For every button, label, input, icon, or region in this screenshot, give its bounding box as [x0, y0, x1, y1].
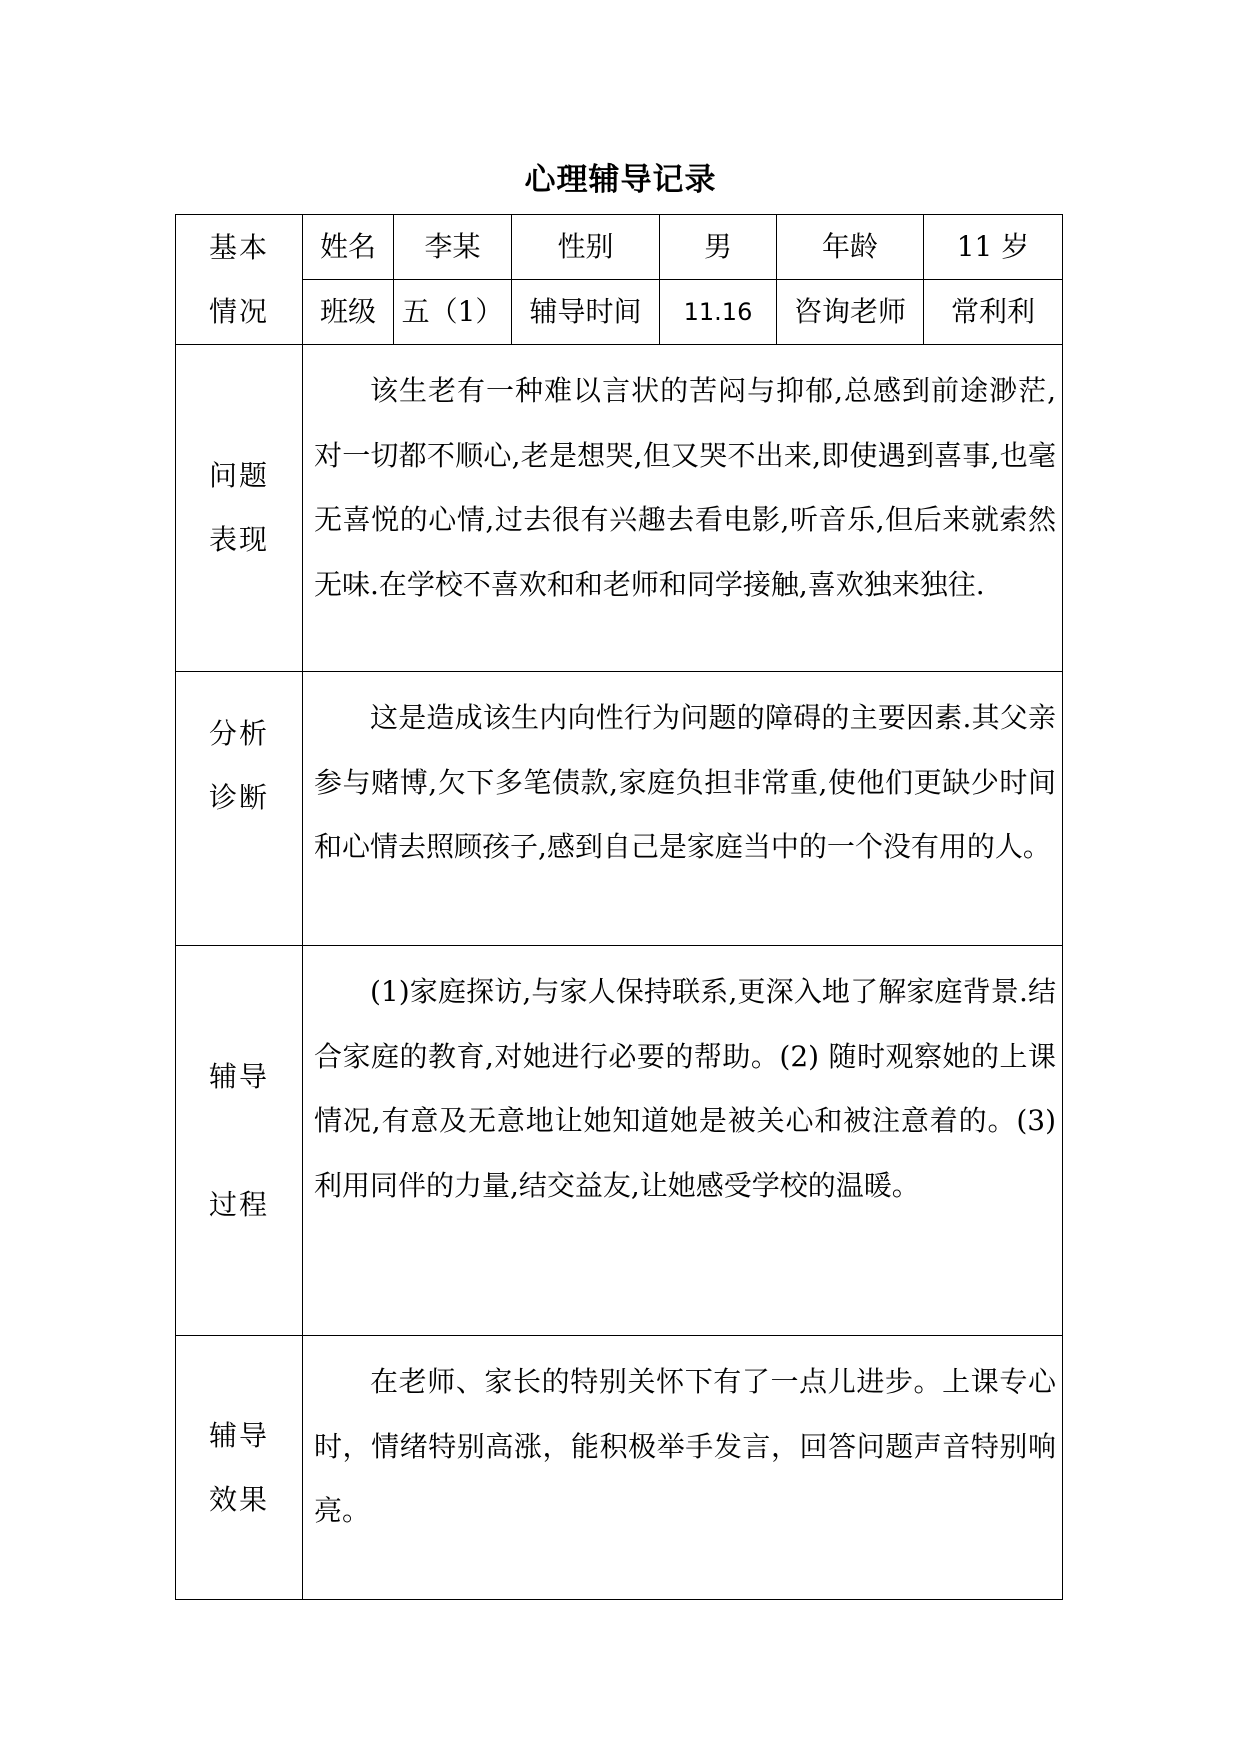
- process-label-top: 辅导: [208, 1059, 269, 1093]
- process-text: (1)家庭探访,与家人保持联系,更深入地了解家庭背景.结合家庭的教育,对她进行必要的帮助。(2) 随时观察她的上课情况,有意及无意地让她知道她是被关心和被注意着的。(3)利用同伴的力量,结交益友,让她感受学校的温暖。: [314, 975, 1056, 1202]
- effect-text: 在老师、家长的特别关怀下有了一点儿进步。上课专心时，情绪特别高涨，能积极举手发言，回答问题声音特别响亮。: [314, 1365, 1056, 1527]
- time-value: 11.16: [683, 298, 753, 326]
- problem-section-label: [176, 345, 303, 672]
- age-label-cell: [777, 215, 924, 280]
- gender-label-cell: [512, 215, 660, 280]
- age-value-cell: [924, 215, 1063, 280]
- basic-label-top: 基本: [208, 230, 269, 264]
- teacher-label: 咨询老师: [793, 295, 906, 328]
- name-label: 姓名: [319, 230, 376, 263]
- problem-label-top: 问题: [208, 459, 269, 492]
- basic-info-row-2: [176, 280, 1063, 345]
- problem-text: 该生老有一种难以言状的苦闷与抑郁,总感到前途渺茫,对一切都不顺心,老是想哭,但又哭不出来,即使遇到喜事,也毫无喜悦的心情,过去很有兴趣去看电影,听音乐,但后来就索然无味.在学校不喜欢和和老师和同学接触,喜欢独来独往.: [314, 374, 1056, 601]
- time-value-cell: [660, 280, 777, 345]
- age-value: 11 岁: [956, 230, 1030, 263]
- problem-content-cell: [303, 345, 1063, 672]
- time-label-cell: [512, 280, 660, 345]
- effect-label-top: 辅导: [208, 1418, 269, 1452]
- counseling-record-table: [175, 214, 1063, 1600]
- process-section-label: [176, 946, 303, 1336]
- time-label: 辅导时间: [529, 295, 642, 328]
- analysis-content-cell: [303, 672, 1063, 946]
- class-label-cell: [303, 280, 394, 345]
- name-value: 李某: [424, 230, 481, 263]
- basic-section-label: [176, 215, 303, 345]
- gender-value-cell: [660, 215, 777, 280]
- gender-label: 性别: [557, 230, 614, 263]
- class-value: 五（1）: [401, 295, 504, 328]
- teacher-label-cell: [777, 280, 924, 345]
- problem-label-bottom: 表现: [208, 523, 269, 556]
- effect-section-label: [176, 1336, 303, 1600]
- basic-label-bottom: 情况: [208, 294, 269, 328]
- name-label-cell: [303, 215, 394, 280]
- basic-info-row-1: [176, 215, 1063, 280]
- analysis-text: 这是造成该生内向性行为问题的障碍的主要因素.其父亲参与赌博,欠下多笔债款,家庭负担非常重,使他们更缺少时间和心情去照顾孩子,感到自己是家庭当中的一个没有用的人。: [314, 701, 1056, 863]
- name-value-cell: [394, 215, 512, 280]
- gender-value: 男: [703, 230, 732, 263]
- process-label-bottom: 过程: [208, 1187, 269, 1221]
- problem-row: [176, 345, 1063, 672]
- effect-content-cell: [303, 1336, 1063, 1600]
- age-label: 年龄: [821, 230, 878, 263]
- process-content-cell: [303, 946, 1063, 1336]
- analysis-section-label: [176, 672, 303, 946]
- analysis-row: [176, 672, 1063, 946]
- analysis-label-top: 分析: [208, 717, 269, 750]
- teacher-value-cell: [924, 280, 1063, 345]
- process-label-gap: [176, 1109, 302, 1173]
- process-row: [176, 946, 1063, 1336]
- class-label: 班级: [319, 295, 376, 328]
- effect-label-bottom: 效果: [208, 1482, 269, 1516]
- analysis-label-bottom: 诊断: [208, 781, 269, 814]
- teacher-value: 常利利: [950, 295, 1035, 328]
- class-value-cell: [394, 280, 512, 345]
- page-title: 心理辅导记录: [524, 162, 717, 198]
- effect-row: [176, 1336, 1063, 1600]
